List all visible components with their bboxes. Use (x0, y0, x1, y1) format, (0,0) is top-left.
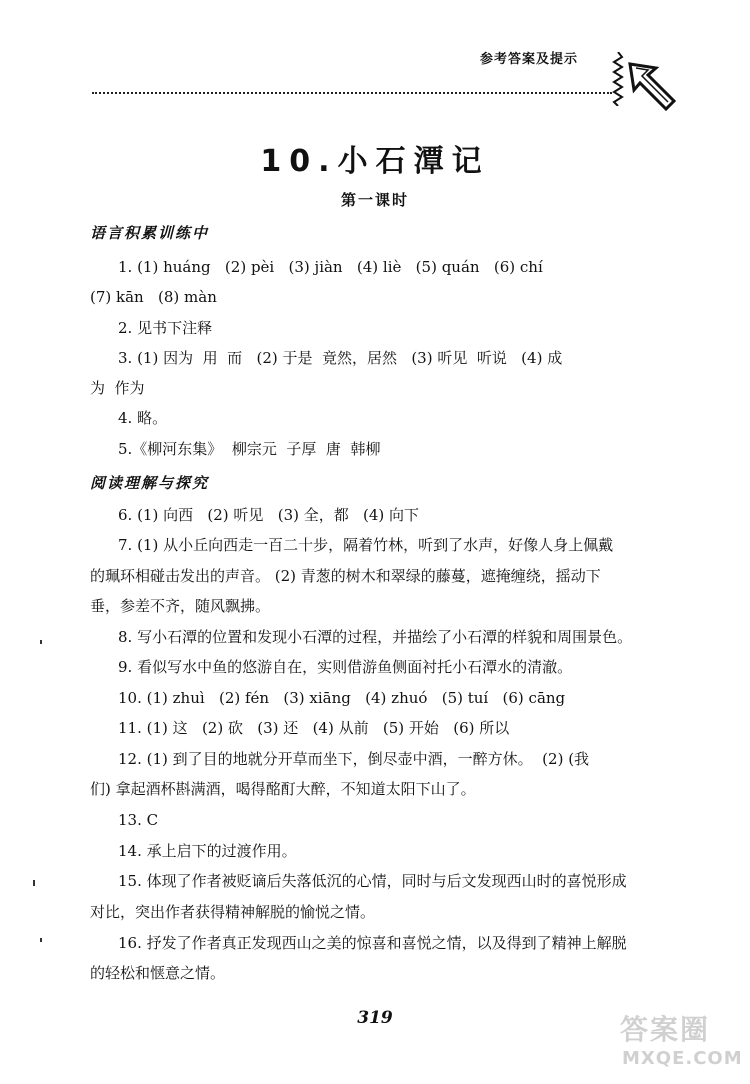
zigzag-ornament-icon (612, 52, 624, 106)
header-label: 参考答案及提示 (480, 52, 579, 67)
answer-line: 12. (1) 到了目的地就分开草而坐下，倒尽壶中酒，一醉方休。 (2) (我 (118, 750, 590, 768)
answer-line: 4. 略。 (118, 409, 168, 427)
answer-line: 为 作为 (90, 379, 145, 397)
arrow-pointer-icon (626, 60, 678, 112)
answer-line: 的珮环相碰击发出的声音。 (2) 青葱的树木和翠绿的藤蔓，遮掩缠绕，摇动下 (90, 567, 601, 585)
answer-line: 11. (1) 这 (2) 砍 (3) 还 (4) 从前 (5) 开始 (6) 所以 (118, 719, 510, 737)
answer-line: 们) 拿起酒杯斟满酒，喝得酩酊大醉，不知道太阳下山了。 (90, 780, 476, 798)
section-heading: 阅读理解与探究 (90, 474, 210, 492)
answer-line: 8. 写小石潭的位置和发现小石潭的过程，并描绘了小石潭的样貌和周围景色。 (118, 628, 633, 646)
answer-line: 垂，参差不齐，随风飘拂。 (90, 597, 271, 615)
scan-speck (33, 880, 35, 886)
section-heading: 语言积累训练中 (90, 224, 210, 242)
scan-speck (40, 938, 42, 942)
answer-line: 14. 承上启下的过渡作用。 (118, 842, 297, 860)
page-title: 10.小石潭记 (260, 144, 490, 179)
watermark-logo: 答案圈 (620, 1013, 711, 1046)
section-subtitle: 第一课时 (340, 191, 409, 209)
scan-speck (40, 640, 42, 644)
watermark-url: MXQE.COM (622, 1048, 743, 1069)
answer-line: 16. 抒发了作者真正发现西山之美的惊喜和喜悦之情，以及得到了精神上解脱 (118, 934, 627, 952)
page-number: 319 (357, 1008, 393, 1028)
answer-line: 7. (1) 从小丘向西走一百二十步，隔着竹林，听到了水声，好像人身上佩戴 (118, 536, 614, 554)
answer-line: 3. (1) 因为 用 而 (2) 于是 竟然，居然 (3) 听见 听说 (4) 成 (118, 349, 563, 367)
answer-line: 15. 体现了作者被贬谪后失落低沉的心情，同时与后文发现西山时的喜悦形成 (118, 872, 627, 890)
answer-line: 对比，突出作者获得精神解脱的愉悦之情。 (90, 903, 376, 921)
answer-line: 5.《柳河东集》 柳宗元 子厚 唐 韩柳 (118, 440, 381, 458)
answer-line: 9. 看似写水中鱼的悠游自在，实则借游鱼侧面衬托小石潭水的清澈。 (118, 658, 573, 676)
answer-line: 2. 见书下注释 (118, 319, 213, 337)
answer-line: 1. (1) huáng (2) pèi (3) jiàn (4) liè (5) quán (6) chí (118, 258, 543, 276)
answer-line: 的轻松和惬意之情。 (90, 964, 226, 982)
header-dotted-rule (92, 92, 612, 94)
answer-line: 10. (1) zhuì (2) fén (3) xiāng (4) zhuó (5) tuí (6) cāng (118, 689, 566, 707)
answer-line: (7) kān (8) màn (90, 288, 217, 306)
answer-line: 6. (1) 向西 (2) 听见 (3) 全，都 (4) 向下 (118, 506, 420, 524)
answer-line: 13. C (118, 811, 159, 829)
